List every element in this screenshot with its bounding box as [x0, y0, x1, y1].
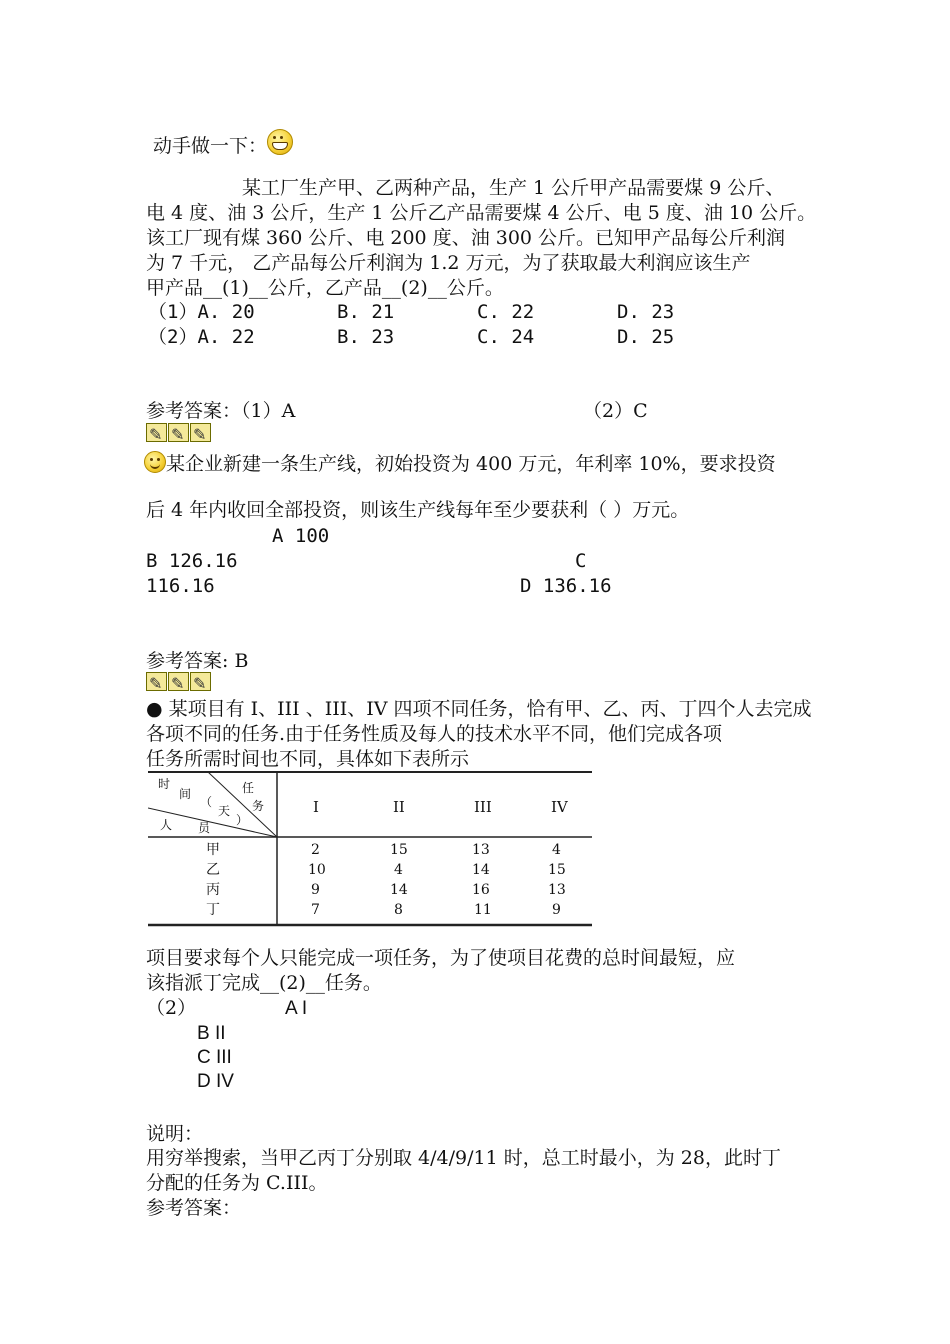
q3-opt-label: （2） — [146, 997, 197, 1019]
cell: 15 — [390, 842, 408, 858]
q2-line-2: 后 4 年内收回全部投资，则该生产线每年至少要获利（ ）万元。 — [146, 499, 690, 521]
q3-line-1: ● 某项目有 I、III 、III、IV 四项不同任务，恰有甲、乙、丙、丁四个人去完成 — [146, 698, 812, 720]
pencil-icon — [168, 672, 189, 691]
cell: 4 — [394, 862, 403, 878]
cell: 7 — [311, 902, 320, 918]
q3-line-3: 任务所需时间也不同，具体如下表所示 — [146, 748, 470, 770]
pencil-row-2 — [146, 672, 211, 691]
corner-lp: （ — [200, 795, 213, 809]
q2-line-1-text: 某企业新建一条生产线，初始投资为 400 万元，年利率 10%，要求投资 — [166, 453, 776, 475]
q1-line-4: 为 7 千元， 乙产品每公斤利润为 1.2 万元，为了获取最大利润应该生产 — [146, 252, 751, 274]
q1-opt1-c: C. 22 — [477, 301, 535, 323]
q3-after-2: 该指派丁完成__(2)__任务。 — [146, 972, 382, 994]
section-heading — [153, 129, 293, 159]
corner-jian: 间 — [179, 787, 192, 801]
q1-answer: 参考答案：（1）A — [146, 400, 296, 422]
cell: 14 — [390, 882, 408, 898]
heading-text: 动手做一下： — [153, 135, 268, 157]
header-task-2: II — [393, 798, 405, 816]
q3-explain-label: 说明： — [146, 1123, 204, 1145]
row-name-bing: 丙 — [206, 882, 220, 898]
header-task-4: IV — [551, 798, 568, 816]
row-name-yi: 乙 — [206, 862, 220, 878]
q2-opt-d: D 136.16 — [520, 575, 612, 597]
q1-opt2-a: （2）A. 22 — [148, 326, 255, 348]
assignment-table — [148, 771, 592, 927]
cell: 16 — [472, 882, 490, 898]
q1-opt1-b: B. 21 — [337, 301, 395, 323]
q1-opt2-b: B. 23 — [337, 326, 395, 348]
q3-answer-label: 参考答案： — [146, 1197, 242, 1219]
q1-opt2-c: C. 24 — [477, 326, 535, 348]
q3-after-1: 项目要求每个人只能完成一项任务，为了使项目花费的总时间最短，应 — [146, 947, 736, 969]
pencil-icon — [146, 423, 167, 442]
corner-ren2: 任 — [242, 781, 255, 795]
q1-opt1-d: D. 23 — [617, 301, 675, 323]
cell: 11 — [474, 902, 492, 918]
q3-opt-d: D IV — [197, 1071, 234, 1092]
corner-wu: 务 — [252, 799, 265, 813]
cell: 9 — [552, 902, 561, 918]
header-task-1: I — [313, 798, 319, 816]
cell: 15 — [548, 862, 566, 878]
pencil-icon — [168, 423, 189, 442]
q3-opt-a: A I — [285, 998, 308, 1019]
cell: 13 — [548, 882, 566, 898]
corner-ren: 人 — [160, 818, 173, 832]
q3-explain-2: 分配的任务为 C.III。 — [146, 1172, 328, 1194]
row-name-ding: 丁 — [206, 902, 220, 918]
cell: 8 — [394, 902, 403, 918]
corner-yuan: 员 — [198, 821, 211, 835]
q3-opt-b: B II — [197, 1023, 226, 1044]
cell: 4 — [552, 842, 561, 858]
q1-line-2: 电 4 度、油 3 公斤，生产 1 公斤乙产品需要煤 4 公斤、电 5 度、油 10 公斤。 — [146, 202, 817, 224]
q2-opt-a: A 100 — [272, 525, 330, 547]
grin-smiley-icon — [267, 129, 293, 155]
q1-opt1-a: （1）A. 20 — [148, 301, 255, 323]
cell: 2 — [311, 842, 320, 858]
cell: 14 — [472, 862, 490, 878]
q2-line-1 — [144, 451, 776, 477]
q1-line-1: 某工厂生产甲、乙两种产品，生产 1 公斤甲产品需要煤 9 公斤、 — [242, 177, 785, 199]
cell: 10 — [308, 862, 326, 878]
pencil-icon — [146, 672, 167, 691]
row-name-jia: 甲 — [206, 842, 220, 858]
q1-line-3: 该工厂现有煤 360 公斤、电 200 度、油 300 公斤。已知甲产品每公斤利润 — [146, 227, 786, 249]
q2-opt-c-value: 116.16 — [146, 575, 215, 597]
q2-opt-b: B 126.16 — [146, 550, 238, 572]
corner-shi: 时 — [158, 777, 171, 791]
q1-line-5: 甲产品__(1)__公斤，乙产品__(2)__公斤。 — [146, 277, 504, 299]
pencil-icon — [190, 423, 211, 442]
header-task-3: III — [474, 798, 492, 816]
cell: 13 — [472, 842, 490, 858]
q3-line-2: 各项不同的任务.由于任务性质及每人的技术水平不同，他们完成各项 — [146, 723, 723, 745]
q3-opt-c: C III — [197, 1047, 232, 1068]
q2-opt-c: C — [575, 550, 587, 572]
cell: 9 — [311, 882, 320, 898]
pencil-icon — [190, 672, 211, 691]
corner-rp: ） — [236, 813, 249, 827]
q2-answer: 参考答案: B — [146, 650, 249, 672]
q3-explain-1: 用穷举搜索，当甲乙丙丁分别取 4/4/9/11 时，总工时最小，为 28，此时丁 — [146, 1147, 781, 1169]
corner-tian: 天 — [218, 804, 231, 818]
smiley-icon — [144, 451, 166, 473]
q1-answer-2: （2）C — [583, 400, 648, 422]
pencil-row-1 — [146, 423, 211, 442]
q1-opt2-d: D. 25 — [617, 326, 675, 348]
